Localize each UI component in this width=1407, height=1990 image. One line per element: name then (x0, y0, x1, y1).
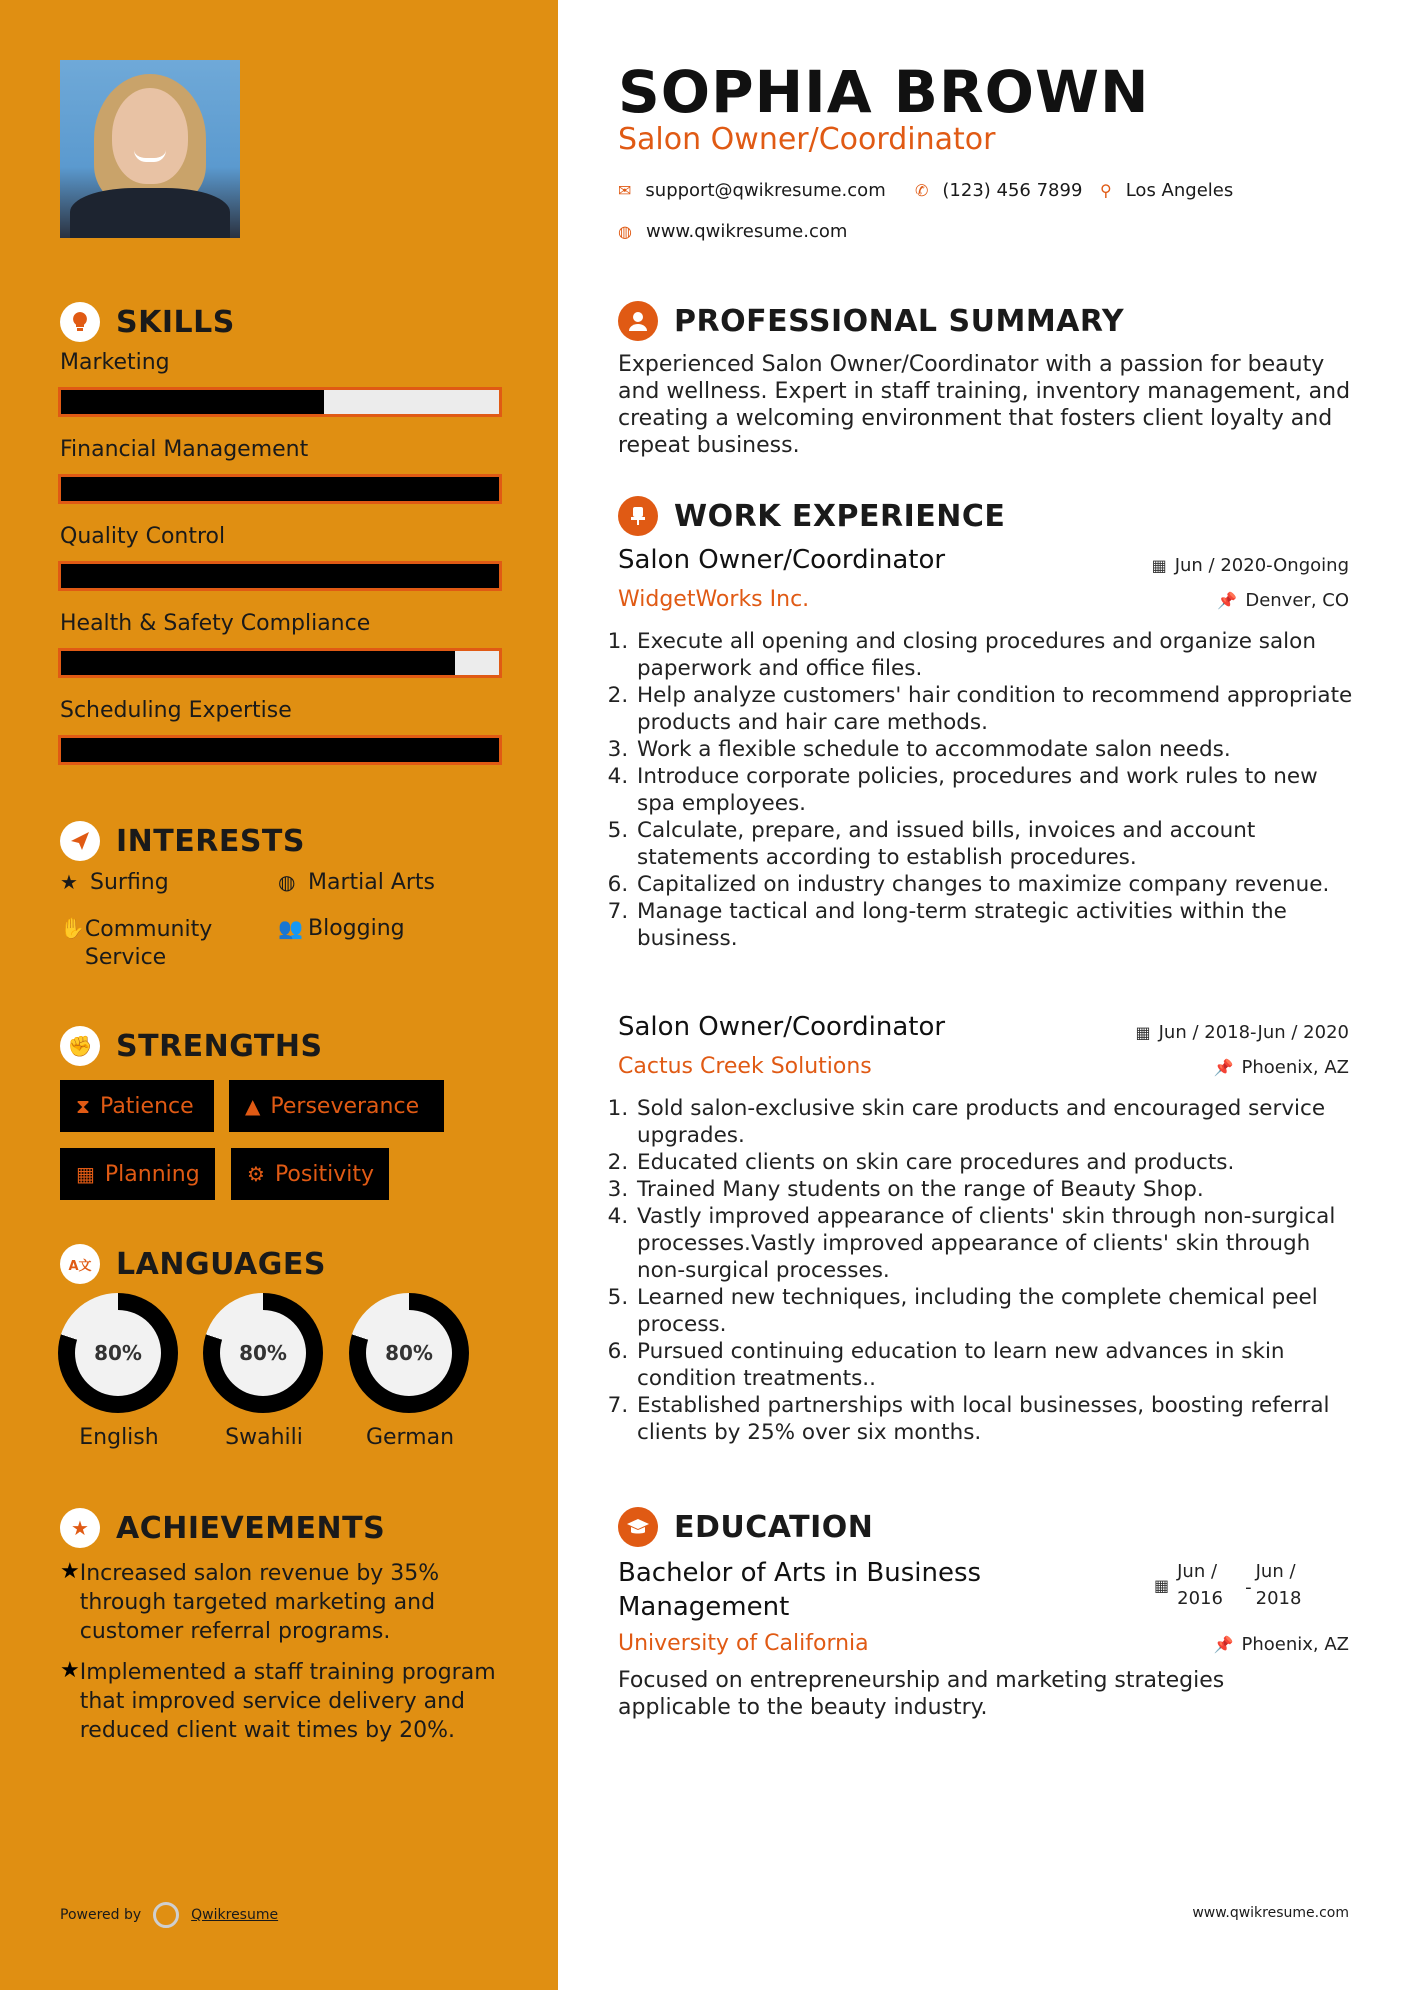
strength-badge (60, 1148, 215, 1200)
contact-location (1100, 180, 1233, 201)
job-location-text: Denver, CO (1245, 590, 1349, 611)
languages-title: LANGUAGES (116, 1246, 326, 1282)
language-percent: 80% (366, 1310, 452, 1396)
interest-label: Community Service (84, 917, 213, 970)
brand-link[interactable]: Qwikresume (191, 1907, 279, 1923)
company-name: WidgetWorks Inc. (618, 587, 810, 612)
date-separator: - (1245, 1577, 1252, 1598)
fist-icon: ✊ (60, 1026, 100, 1066)
skill-label: Marketing (60, 350, 170, 375)
strength-badge (229, 1080, 444, 1132)
skill-bar (58, 648, 502, 678)
hourglass-icon: ⧗ (76, 1094, 91, 1118)
phone-icon: ✆ (915, 181, 929, 200)
education-location (1214, 1634, 1349, 1655)
strength-badge (60, 1080, 214, 1132)
language-icon: A文 (60, 1244, 100, 1284)
strength-label: Positivity (274, 1161, 374, 1187)
qwikresume-logo-icon (153, 1902, 179, 1928)
job-dates-text: Jun / 2020-Ongoing (1174, 555, 1349, 576)
skill-bar (58, 735, 502, 765)
globe-icon: ◍ (278, 870, 296, 894)
interest-item (60, 916, 260, 972)
calendar-icon: ▦ (1135, 1023, 1151, 1042)
list-item: 3. Trained Many students on the range of Beauty Shop. (635, 1176, 1358, 1203)
language-percent: 80% (75, 1310, 161, 1396)
achievement-text: Increased salon revenue by 35% through targeted marketing and customer referral programs. (79, 1561, 440, 1644)
list-item: 7. Established partnerships with local businesses, boosting referral clients by 25% over six months. (635, 1392, 1358, 1446)
interest-label: Blogging (308, 916, 405, 941)
job-location (1217, 590, 1349, 611)
experience-heading (618, 496, 1005, 536)
achievement-text: Implemented a staff training program that improved service delivery and reduced client wait times by 20%. (79, 1660, 496, 1743)
pin-icon: 📌 (1217, 591, 1238, 610)
list-item: 4. Vastly improved appearance of clients' skin through non-surgical processes.Vastly improved appearance of clients' skin through non-surgical processes. (635, 1203, 1358, 1284)
achievement-item (60, 1559, 500, 1646)
interest-item (278, 916, 405, 941)
interest-label: Surfing (90, 870, 169, 895)
calendar-icon: ▦ (1154, 1576, 1170, 1595)
interests-heading (60, 821, 305, 861)
list-item: 6. Pursued continuing education to learn new advances in skin condition treatments.. (635, 1338, 1358, 1392)
skill-bar-fill (61, 477, 499, 501)
star-icon: ★ (60, 1559, 80, 1584)
summary-title: PROFESSIONAL SUMMARY (674, 303, 1125, 339)
skill-label: Financial Management (60, 437, 309, 462)
contact-website[interactable] (618, 221, 847, 242)
experience-title: WORK EXPERIENCE (674, 498, 1006, 534)
job-location (1214, 1057, 1349, 1078)
list-item: 3. Work a flexible schedule to accommodate salon needs. (635, 736, 1358, 763)
skill-bar (58, 561, 502, 591)
job-dates-text: Jun / 2018-Jun / 2020 (1158, 1022, 1349, 1043)
list-item: 2. Educated clients on skin care procedures and products. (635, 1149, 1358, 1176)
skills-heading (60, 302, 235, 342)
phone-text: (123) 456 7899 (942, 180, 1083, 201)
achievements-heading (60, 1508, 385, 1548)
pin-icon: 📌 (1213, 1635, 1234, 1654)
interest-item (60, 870, 169, 895)
envelope-icon: ✉ (618, 181, 632, 200)
star-icon: ★ (60, 1658, 80, 1683)
skills-title: SKILLS (116, 304, 235, 340)
list-item: 5. Learned new techniques, including the complete chemical peel process. (635, 1284, 1358, 1338)
skill-label: Scheduling Expertise (60, 698, 292, 723)
list-item: 7. Manage tactical and long-term strategic activities within the business. (635, 898, 1358, 952)
education-end: Jun / 2018 (1255, 1561, 1302, 1609)
strengths-title: STRENGTHS (116, 1028, 323, 1064)
education-description: Focused on entrepreneurship and marketing strategies applicable to the beauty industry. (618, 1668, 1225, 1720)
skill-bar-fill (61, 651, 455, 675)
strength-label: Patience (100, 1093, 194, 1119)
powered-by-label: Powered by (60, 1907, 142, 1923)
education-start: Jun / 2016 (1177, 1561, 1223, 1609)
strength-badge (231, 1148, 389, 1200)
job-duties-list (618, 1095, 1358, 1446)
star-badge-icon: ★ (60, 1508, 100, 1548)
graduation-cap-icon (618, 1507, 658, 1547)
language-name: Swahili (225, 1425, 303, 1450)
skill-bar-fill (61, 738, 499, 762)
sidebar (0, 0, 558, 1990)
interests-title: INTERESTS (116, 823, 305, 859)
language-progress-ring (58, 1293, 178, 1413)
contact-phone[interactable] (915, 180, 1082, 201)
lightbulb-icon (60, 302, 100, 342)
strength-label: Perseverance (270, 1093, 420, 1119)
language-name: English (79, 1425, 159, 1450)
email-text: support@qwikresume.com (645, 180, 886, 201)
education-title: EDUCATION (674, 1509, 874, 1545)
job-dates (1152, 555, 1349, 576)
user-icon (618, 301, 658, 341)
paper-plane-icon (60, 821, 100, 861)
language-item (203, 1293, 325, 1450)
job-location-text: Phoenix, AZ (1241, 1057, 1349, 1078)
language-progress-ring (349, 1293, 469, 1413)
summary-text: Experienced Salon Owner/Coordinator with a passion for beauty and wellness. Expert in staff training, inventory management, and creating a welcoming environment that fosters client loyalty and repeat business. (618, 352, 1351, 458)
language-percent: 80% (220, 1310, 306, 1396)
job-title: Salon Owner/Coordinator (618, 1012, 946, 1042)
interest-label: Martial Arts (308, 870, 436, 895)
powered-by (60, 1902, 278, 1928)
globe-icon: ◍ (618, 222, 632, 241)
education-location-text: Phoenix, AZ (1241, 1634, 1349, 1655)
footer-url[interactable]: www.qwikresume.com (1192, 1905, 1349, 1921)
job-dates (1135, 1022, 1349, 1043)
company-name: Cactus Creek Solutions (618, 1054, 872, 1079)
language-name: German (365, 1425, 455, 1450)
skill-label: Quality Control (60, 524, 226, 549)
job-title: Salon Owner/Coordinator (618, 545, 946, 575)
language-progress-ring (203, 1293, 323, 1413)
achievements-title: ACHIEVEMENTS (116, 1510, 386, 1546)
interest-item (278, 870, 435, 895)
skill-bar (58, 474, 502, 504)
language-item (58, 1293, 180, 1450)
skill-bar (58, 387, 502, 417)
list-item: 5. Calculate, prepare, and issued bills, invoices and account statements according to establish procedures. (635, 817, 1358, 871)
map-pin-icon: ⚲ (1100, 181, 1112, 200)
calendar-icon: ▦ (76, 1162, 95, 1186)
list-item: 6. Capitalized on industry changes to maximize company revenue. (635, 871, 1358, 898)
calendar-icon: ▦ (1151, 556, 1167, 575)
candidate-role: Salon Owner/Coordinator (618, 122, 996, 157)
list-item: 2. Help analyze customers' hair condition to recommend appropriate products and hair care methods. (635, 682, 1358, 736)
list-item: 4. Introduce corporate policies, procedures and work rules to new spa employees. (635, 763, 1358, 817)
cog-icon: ⚙ (247, 1162, 265, 1186)
education-heading (618, 1507, 873, 1547)
languages-heading (60, 1244, 326, 1284)
list-item: 1. Sold salon-exclusive skin care products and encouraged service upgrades. (635, 1095, 1358, 1149)
skill-label: Health & Safety Compliance (60, 611, 371, 636)
profile-photo (60, 60, 240, 238)
school-name: University of California (618, 1631, 869, 1656)
pin-icon: 📌 (1213, 1058, 1234, 1077)
degree: Bachelor of Arts in Business Management (618, 1558, 982, 1622)
skill-bar-fill (61, 564, 499, 588)
users-icon: 👥 (278, 916, 303, 940)
strengths-heading (60, 1026, 323, 1066)
hand-icon: ✋ (60, 916, 85, 940)
summary-heading (618, 301, 1124, 341)
candidate-name: SOPHIA BROWN (618, 58, 1150, 126)
contact-email[interactable] (618, 180, 886, 201)
website-text: www.qwikresume.com (645, 221, 848, 242)
achievement-item (60, 1658, 500, 1745)
road-icon: ▲ (245, 1094, 261, 1118)
education-dates (1154, 1558, 1308, 1612)
language-item (349, 1293, 471, 1450)
location-text: Los Angeles (1125, 180, 1234, 201)
chair-icon (618, 496, 658, 536)
star-icon: ★ (60, 870, 78, 894)
job-duties-list (618, 628, 1358, 952)
skill-bar-fill (61, 390, 324, 414)
list-item: 1. Execute all opening and closing procedures and organize salon paperwork and office files. (635, 628, 1358, 682)
strength-label: Planning (104, 1161, 200, 1187)
